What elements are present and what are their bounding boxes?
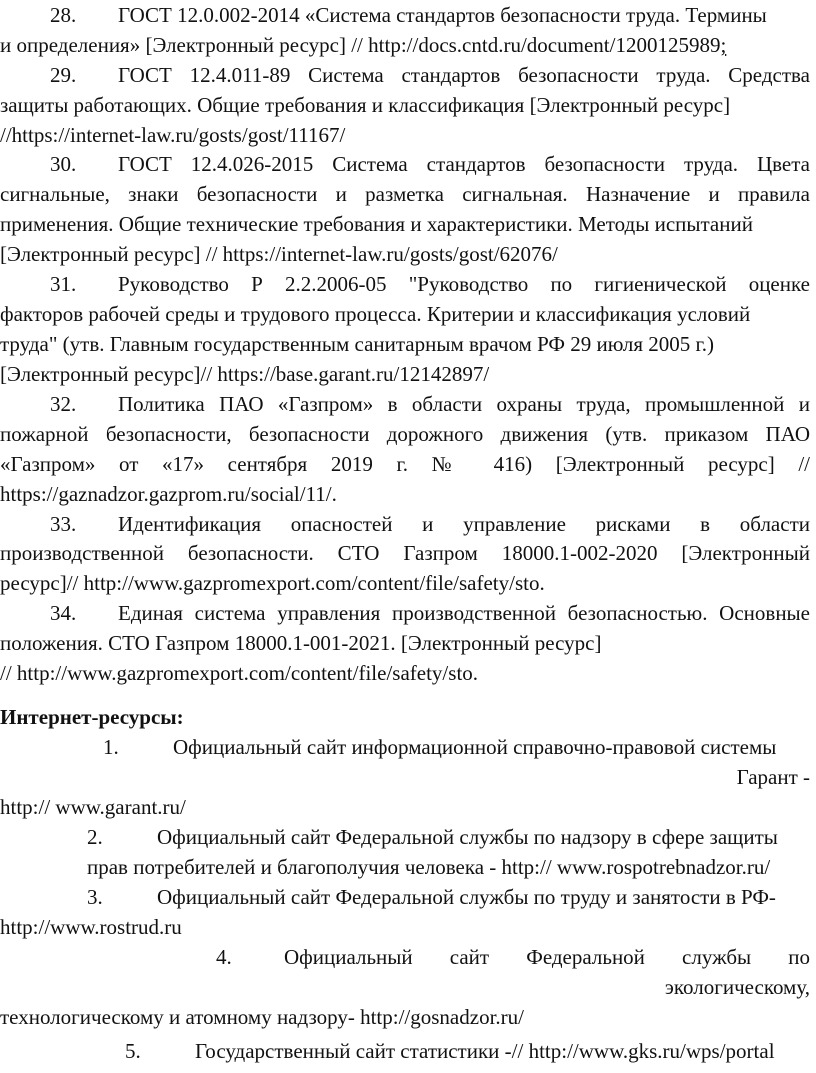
reference-number: 29. xyxy=(50,63,77,87)
reference-32-line-2 xyxy=(0,421,810,447)
reference-text: пожарной безопасности, безопасности дорожного движения (утв. приказом ПАО xyxy=(0,422,810,446)
reference-text: «Газпром» от «17» сентября 2019 г. № 416) [Электронный ресурс] // xyxy=(0,452,810,476)
internet-number: 4. xyxy=(216,945,232,969)
reference-30-line-3 xyxy=(0,211,753,237)
reference-34-line-2 xyxy=(0,630,601,656)
internet-link[interactable]: http://www.rostrud.ru xyxy=(0,915,182,939)
reference-31-line-3 xyxy=(0,331,714,357)
reference-number: 30. xyxy=(50,152,77,176)
reference-number: 31. xyxy=(50,272,77,296)
reference-text: Политика ПАО «Газпром» в области охраны труда, промышленной и xyxy=(118,392,810,416)
internet-link[interactable]: прав потребителей и благополучия человека - http:// www.rospotrebnadzor.ru/ xyxy=(87,855,771,879)
reference-number: 32. xyxy=(50,392,77,416)
reference-link[interactable]: [Электронный ресурс] // https://internet-law.ru/gosts/gost/62076/ xyxy=(0,242,558,266)
reference-number: 33. xyxy=(50,512,77,536)
reference-28-line-2 xyxy=(0,32,726,58)
reference-33-line-1 xyxy=(0,511,810,537)
reference-28-line-1 xyxy=(50,2,767,28)
reference-text: факторов рабочей среды и трудового процесса. Критерии и классификация условий xyxy=(0,302,751,326)
reference-33-line-3 xyxy=(0,570,545,596)
internet-text: Официальный сайт Федеральной службы по xyxy=(284,945,810,969)
reference-text: Идентификация опасностей и управление рисками в области xyxy=(118,512,810,536)
internet-2-line-2 xyxy=(87,854,770,880)
reference-text: труда" (утв. Главным государственным санитарным врачом РФ 29 июля 2005 г.) xyxy=(0,332,715,356)
reference-link[interactable]: // http://www.gazpromexport.com/content/file/safety/sto. xyxy=(0,661,479,685)
reference-29-line-2 xyxy=(0,92,730,118)
reference-text: применения. Общие технические требования и характеристики. Методы испытаний xyxy=(0,212,753,236)
reference-31-line-4 xyxy=(0,361,489,387)
reference-link[interactable]: ресурс]// http://www.gazpromexport.com/content/file/safety/sto. xyxy=(0,571,545,595)
reference-30-line-2 xyxy=(0,181,810,207)
reference-text: сигнальные, знаки безопасности и разметка сигнальная. Назначение и правила xyxy=(0,182,810,206)
reference-link[interactable]: https://gaznadzor.gazprom.ru/social/11/. xyxy=(0,482,337,506)
reference-text: защиты работающих. Общие требования и классификация [Электронный ресурс] xyxy=(0,93,731,117)
internet-1-line-2 xyxy=(0,764,810,790)
internet-resources-heading: Интернет-ресурсы: xyxy=(0,705,184,729)
internet-1-line-1 xyxy=(103,734,776,760)
internet-text: Официальный сайт информационной справочно-правовой системы xyxy=(173,735,777,759)
reference-text: производственной безопасности. СТО Газпром 18000.1-002-2020 [Электронный xyxy=(0,541,810,565)
reference-29-line-3[interactable] xyxy=(0,122,345,148)
reference-30-line-1 xyxy=(0,151,810,177)
reference-link[interactable]: //https://internet-law.ru/gosts/gost/11167/ xyxy=(0,123,346,147)
reference-text: ГОСТ 12.4.026-2015 Система стандартов безопасности труда. Цвета xyxy=(118,152,810,176)
internet-number: 3. xyxy=(87,885,103,909)
reference-32-line-4 xyxy=(0,481,337,507)
reference-tail: ; xyxy=(720,33,727,57)
internet-4-line-3 xyxy=(0,1004,524,1030)
reference-link[interactable]: и определения» [Электронный ресурс] // http://docs.cntd.ru/document/1200125989 xyxy=(0,33,721,57)
internet-number: 5. xyxy=(125,1039,141,1063)
reference-text: ГОСТ 12.0.002-2014 «Система стандартов безопасности труда. Термины xyxy=(118,3,767,27)
internet-text: экологическому, xyxy=(664,975,810,999)
internet-text: Гарант - xyxy=(736,765,810,789)
internet-link[interactable]: Государственный сайт статистики -// http://www.gks.ru/wps/portal xyxy=(195,1039,775,1063)
reference-32-line-1 xyxy=(0,391,810,417)
internet-3-line-2 xyxy=(0,914,182,940)
reference-33-line-2 xyxy=(0,540,810,566)
reference-number: 28. xyxy=(50,3,77,27)
internet-4-line-1 xyxy=(216,944,810,970)
reference-34-line-1 xyxy=(0,600,810,626)
internet-3-line-1 xyxy=(87,884,776,910)
reference-34-line-3 xyxy=(0,660,478,686)
reference-text: ГОСТ 12.4.011-89 Система стандартов безопасности труда. Средства xyxy=(118,63,810,87)
internet-text: Официальный сайт Федеральной службы по надзору в сфере защиты xyxy=(157,825,778,849)
internet-1-line-3 xyxy=(0,794,186,820)
reference-30-line-4 xyxy=(0,241,558,267)
internet-4-line-2 xyxy=(0,974,810,1000)
reference-text: положения. СТО Газпром 18000.1-001-2021. [Электронный ресурс] xyxy=(0,631,602,655)
internet-number: 2. xyxy=(87,825,103,849)
internet-2-line-1 xyxy=(87,824,778,850)
internet-number: 1. xyxy=(103,735,119,759)
reference-31-line-1 xyxy=(0,271,810,297)
reference-32-line-3 xyxy=(0,451,810,477)
reference-link[interactable]: [Электронный ресурс]// https://base.garant.ru/12142897/ xyxy=(0,362,490,386)
reference-text: Руководство Р 2.2.2006-05 "Руководство по гигиенической оценке xyxy=(118,272,810,296)
internet-5-line-1 xyxy=(125,1038,775,1064)
reference-31-line-2 xyxy=(0,301,750,327)
reference-29-line-1 xyxy=(0,62,810,88)
internet-link[interactable]: технологическому и атомному надзору- http://gosnadzor.ru/ xyxy=(0,1005,524,1029)
reference-number: 34. xyxy=(50,601,77,625)
internet-link[interactable]: http:// www.garant.ru/ xyxy=(0,795,186,819)
reference-text: Единая система управления производственной безопасностью. Основные xyxy=(118,601,810,625)
internet-text: Официальный сайт Федеральной службы по труду и занятости в РФ- xyxy=(157,885,776,909)
